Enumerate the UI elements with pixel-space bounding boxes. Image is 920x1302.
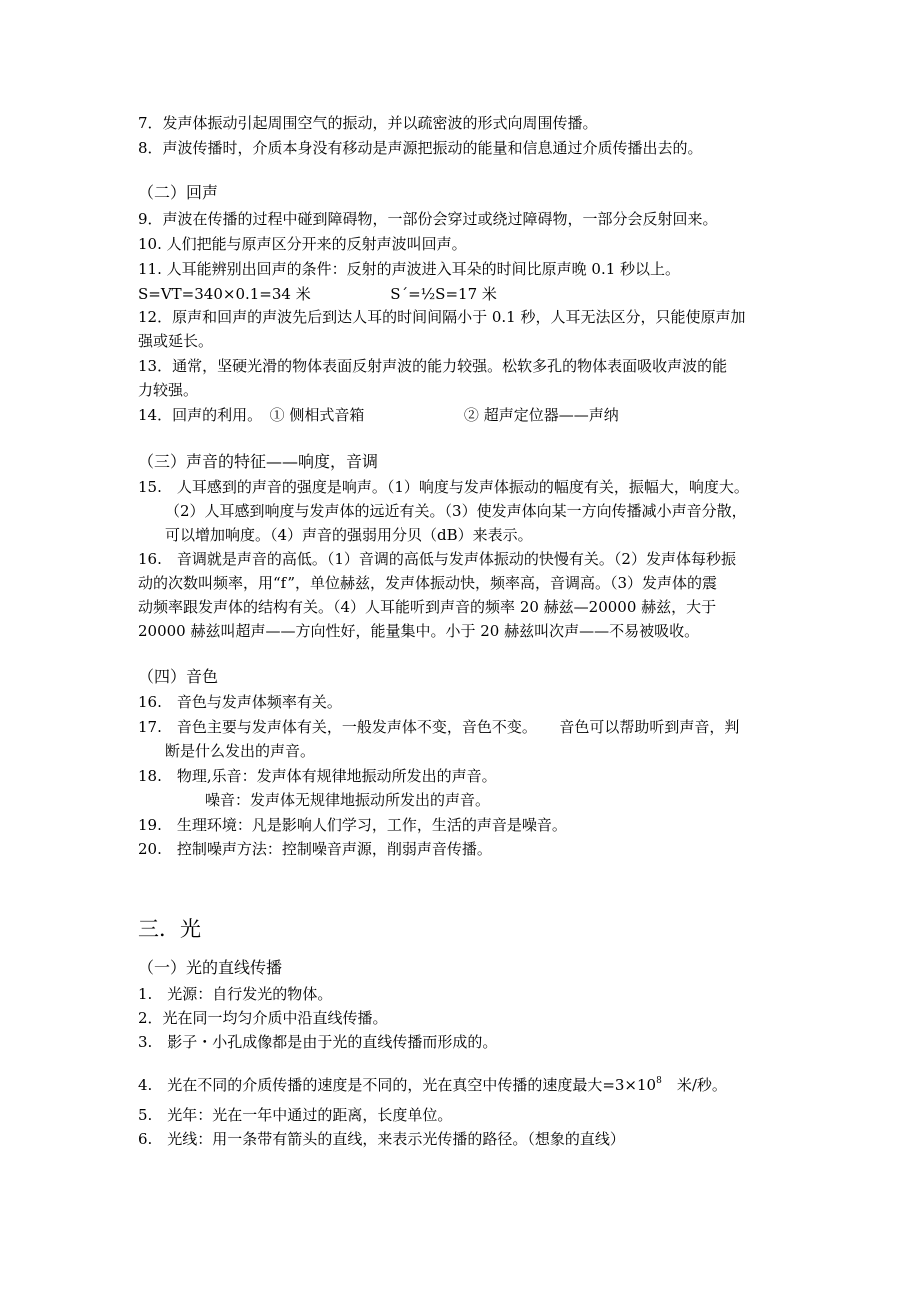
item-12-line-2: 强或延长。: [138, 332, 214, 350]
item-15-line-1: 15. 人耳感到的声音的强度是响声。（1）响度与发声体振动的幅度有关，振幅大，响度大。: [138, 478, 749, 496]
formula-line: [138, 283, 497, 305]
item-13-line-2: 力较强。: [138, 381, 199, 399]
item-16-line-3: 动频率跟发声体的结构有关。（4）人耳能听到声音的频率 20 赫兹—20000 赫兹，大于: [138, 598, 717, 616]
light-item-4: [138, 1070, 727, 1096]
light-item-3: 3. 影子・小孔成像都是由于光的直线传播而形成的。: [138, 1033, 498, 1051]
item-16-line-1: 16. 音调就是声音的高低。（1）音调的高低与发声体振动的快慢有关。（2）发声体每秒振: [138, 550, 736, 568]
chapter-light-heading: 三．光: [138, 917, 201, 941]
timbre-item-20: 20. 控制噪声方法：控制噪音声源，削弱声音传播。: [138, 840, 492, 858]
item-8: 8．声波传播时，介质本身没有移动是声源把振动的能量和信息通过介质传播出去的。: [138, 139, 703, 157]
section-echo-heading: （二）回声: [138, 183, 219, 202]
timbre-item-18-line-1: 18. 物理,乐音：发声体有规律地振动所发出的声音。: [138, 767, 497, 785]
item-14: [138, 404, 619, 426]
exponent: 8: [656, 1076, 662, 1086]
item-7: 7．发声体振动引起周围空气的振动，并以疏密波的形式向周围传播。: [138, 114, 598, 132]
item-13-line-1: 13．通常，坚硬光滑的物体表面反射声波的能力较强。松软多孔的物体表面吸收声波的能: [138, 357, 728, 375]
light-item-1: 1. 光源：自行发光的物体。: [138, 985, 333, 1003]
item-9: 9．声波在传播的过程中碰到障碍物，一部份会穿过或绕过障碍物，一部分会反射回来。: [138, 210, 718, 228]
timbre-item-19: 19. 生理环境：凡是影响人们学习，工作，生活的声音是噪音。: [138, 816, 567, 834]
light-item-6: 6. 光线：用一条带有箭头的直线，来表示光传播的路径。（想象的直线）: [138, 1130, 625, 1148]
light-item-2: 2．光在同一均匀介质中沿直线传播。: [138, 1009, 388, 1027]
item-14-part-2: ② 超声定位器——声纳: [463, 406, 619, 424]
item-15-line-3: 可以增加响度。（4）声音的强弱用分贝（dB）来表示。: [165, 526, 533, 544]
item-16-line-2: 动的次数叫频率，用“f”，单位赫兹，发声体振动快，频率高，音调高。（3）发声体的震: [138, 574, 718, 592]
timbre-item-18-line-2: 噪音：发声体无规律地振动所发出的声音。: [205, 791, 491, 809]
formula-distance: S=VT=340×0.1=34 米: [138, 285, 311, 303]
item-10: 10. 人们把能与原声区分开来的反射声波叫回声。: [138, 235, 467, 253]
item-16-line-4: 20000 赫兹叫超声——方向性好，能量集中。小于 20 赫兹叫次声——不易被吸收。: [138, 622, 700, 640]
item-14-part-1: 14．回声的利用。 ① 侧相式音箱: [138, 406, 365, 424]
timbre-item-17-line-1: 17. 音色主要与发声体有关，一般发声体不变，音色不变。 音色可以帮助听到声音，判: [138, 718, 740, 736]
item-11: 11. 人耳能辨别出回声的条件：反射的声波进入耳朵的时间比原声晚 0.1 秒以上。: [138, 260, 681, 278]
section-feature-heading: （三）声音的特征——响度，音调: [138, 452, 379, 471]
formula-half-distance: S´=½S=17 米: [390, 285, 497, 303]
item-15-line-2: （2）人耳感到响度与发声体的远近有关。（3）使发声体向某一方向传播减小声音分散，: [165, 502, 747, 520]
section-straight-heading: （一）光的直线传播: [138, 958, 283, 977]
timbre-item-17-line-2: 断是什么发出的声音。: [165, 742, 316, 760]
light-item-5: 5. 光年：光在一年中通过的距离，长度单位。: [138, 1106, 453, 1124]
light-item-4-text: 4. 光在不同的介质传播的速度是不同的，光在真空中传播的速度最大=3×10: [138, 1076, 657, 1094]
timbre-item-16: 16. 音色与发声体频率有关。: [138, 693, 342, 711]
section-timbre-heading: （四）音色: [138, 667, 219, 686]
item-12-line-1: 12．原声和回声的声波先后到达人耳的时间间隔小于 0.1 秒，人耳无法区分，只能使原声加: [138, 308, 746, 326]
light-item-4-unit: 米/秒。: [661, 1076, 727, 1094]
